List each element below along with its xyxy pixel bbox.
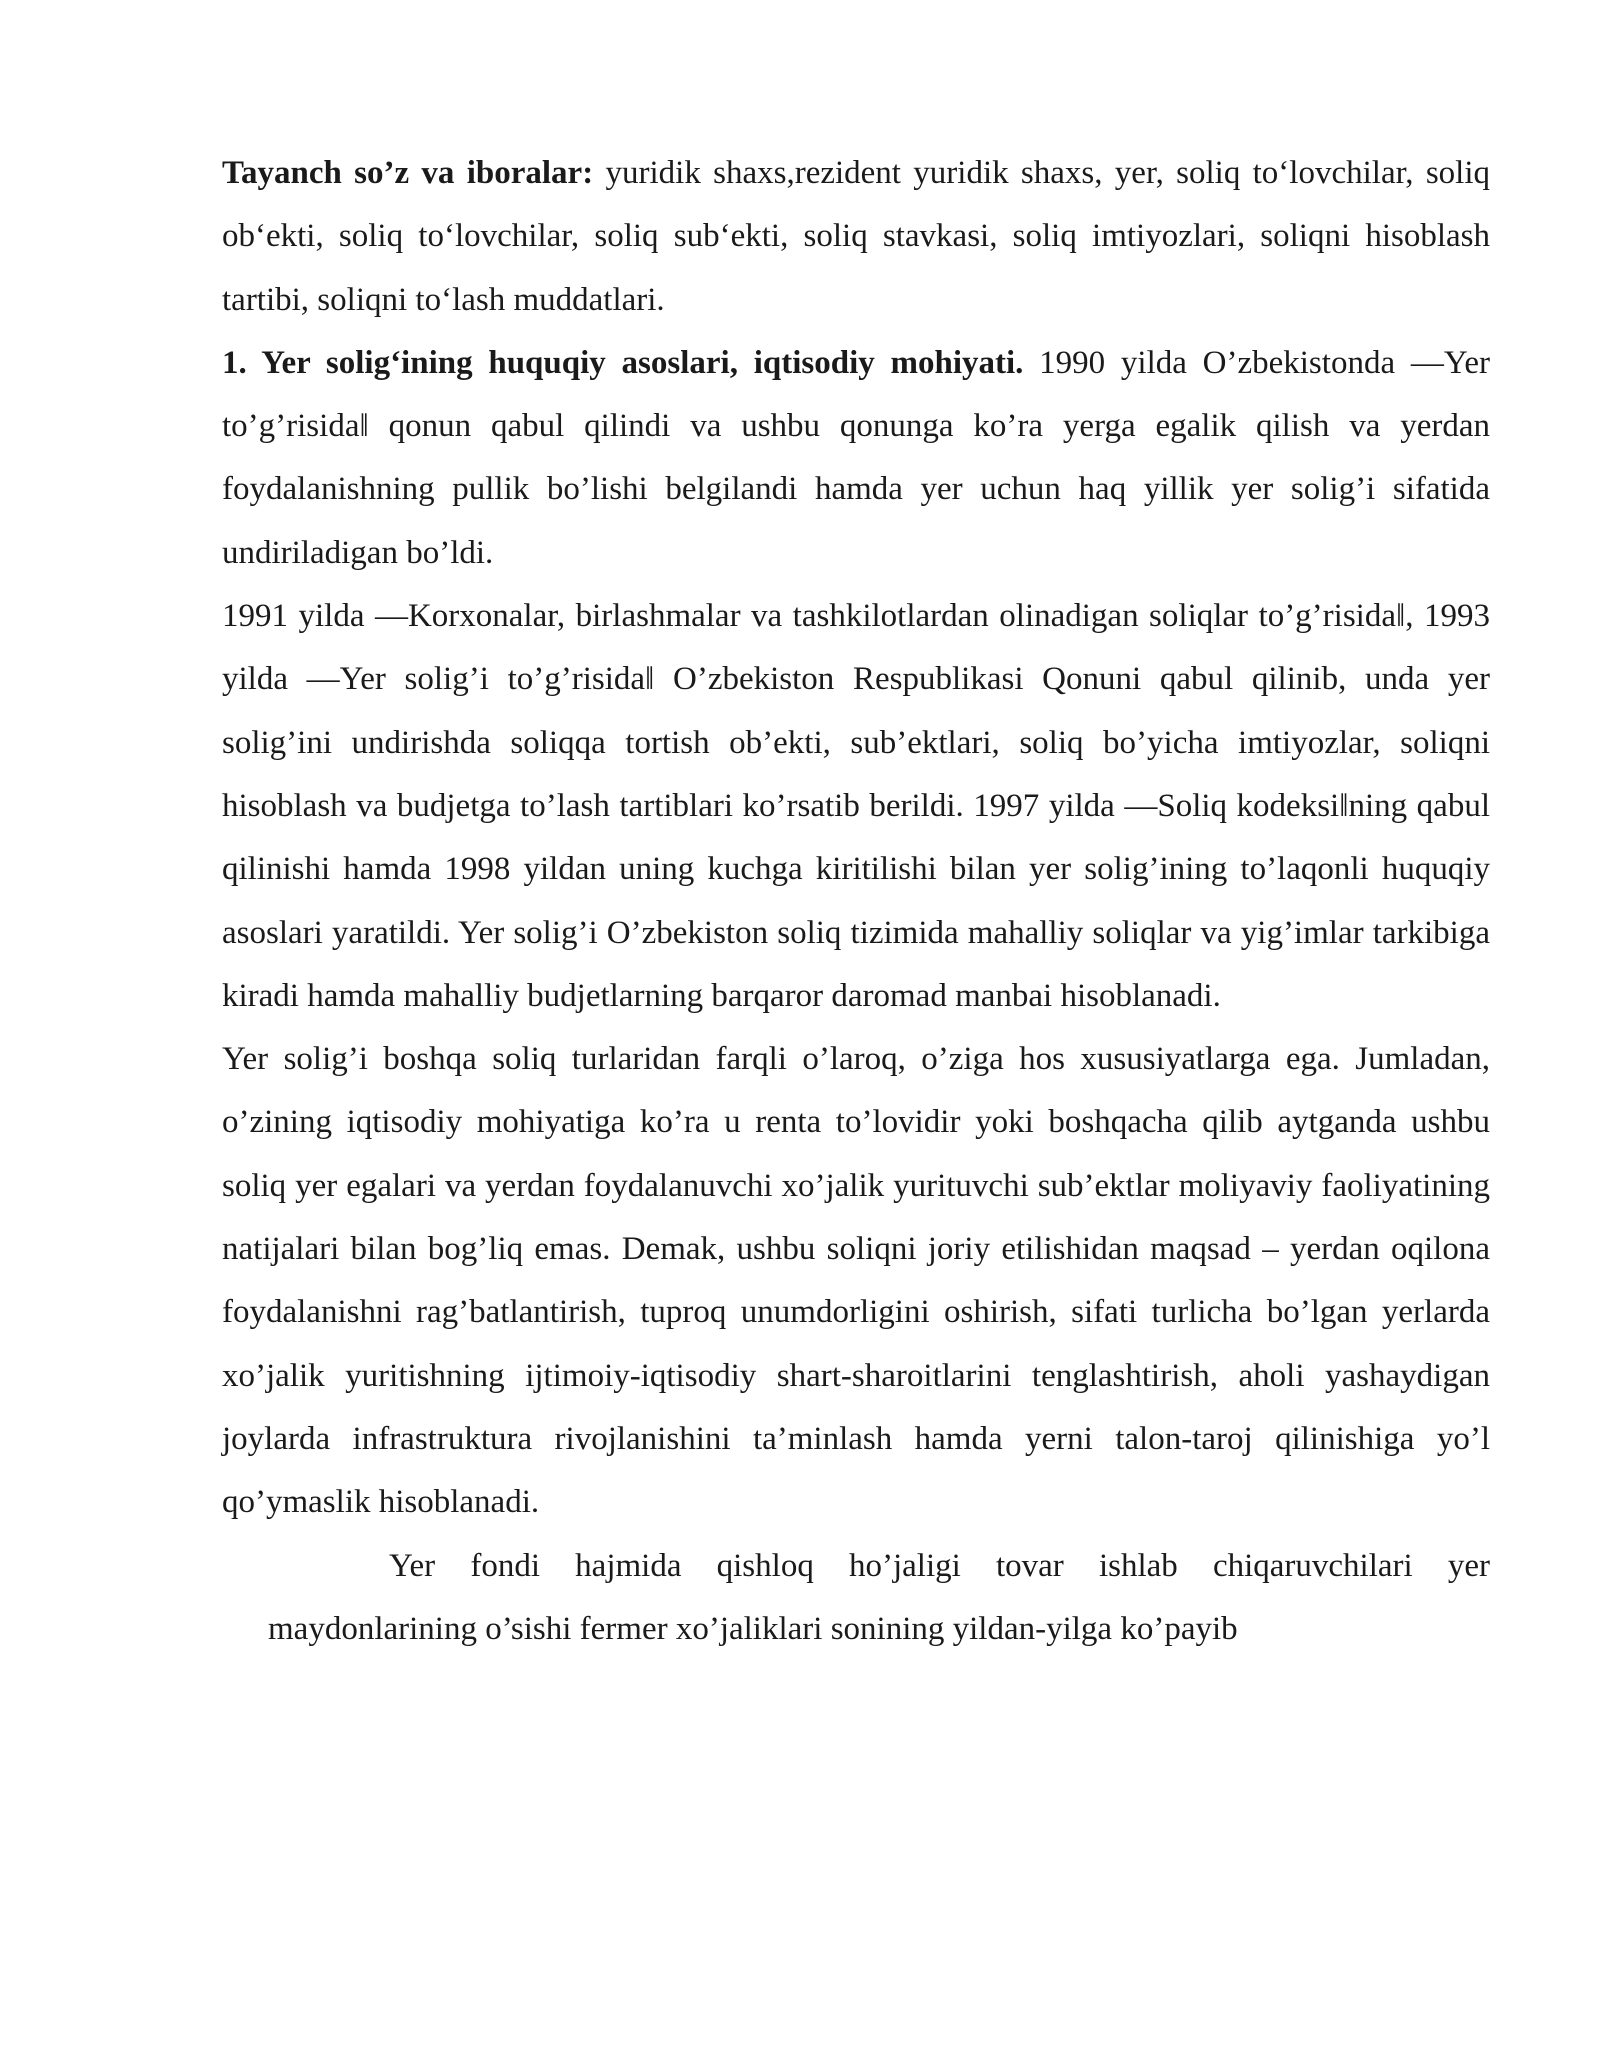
body-paragraph-features xyxy=(222,1028,1490,1534)
keywords-text: yuridik shaxs,rezident yuridik shaxs, yer, soliq to‘lovchilar, soliq ob‘ekti, soliq to‘lovchilar, soliq sub‘ekti, soliq stavkasi, soliq imtiyozlari, soliqni hisoblash tartibi, soliqni to‘lash muddatlari. xyxy=(222,155,1490,318)
document-page xyxy=(222,142,1490,1661)
body-paragraph-land-fund-text: Yer fondi hajmida qishloq ho’jaligi tovar ishlab chiqaruvchilari yer maydonlarining o’sishi fermer xo’jaliklari sonining yildan-yilga ko’payib xyxy=(268,1547,1490,1647)
keywords-heading: Tayanch so’z va iboralar: xyxy=(222,155,594,191)
section-1-paragraph xyxy=(222,332,1490,585)
keywords-paragraph xyxy=(222,142,1490,332)
section-1-text: 1990 yilda O’zbekistonda ―Yer to’g’risida‖ qonun qabul qilindi va ushbu qonunga ko’ra yerga egalik qilish va yerdan foydalanishning pullik bo’lishi belgilandi hamda yer uchun haq yillik yer solig’i sifatida undiriladigan bo’ldi. xyxy=(222,344,1491,571)
body-paragraph-features-text: Yer solig’i boshqa soliq turlaridan farqli o’laroq, o’ziga hos xususiyatlarga ega. Jumladan, o’zining iqtisodiy mohiyatiga ko’ra u renta to’lovidir yoki boshqacha qilib aytganda ushbu soliq yer egalari va yerdan foydalanuvchi xo’jalik yurituvchi sub’ektlar moliyaviy faoliyatining natijalari bilan bog’liq emas. Demak, ushbu soliqni joriy etilishidan maqsad – yerdan oqilona foydalanishni rag’batlantirish, tuproq unumdorligini oshirish, sifati turlicha bo’lgan yerlarda xo’jalik yuritishning ijtimoiy-iqtisodiy shart-sharoitlarini tenglashtirish, aholi yashaydigan joylarda infrastruktura rivojlanishini ta’minlash hamda yerni talon-taroj qilinishiga yo’l qo’ymaslik hisoblanadi. xyxy=(222,1041,1490,1521)
body-paragraph-1991 xyxy=(222,585,1490,1028)
body-paragraph-land-fund xyxy=(222,1535,1490,1662)
section-1-heading: 1. Yer solig‘ining huquqiy asoslari, iqtisodiy mohiyati. xyxy=(222,344,1024,381)
body-paragraph-1991-text: 1991 yilda ―Korxonalar, birlashmalar va tashkilotlardan olinadigan soliqlar to’g’risida‖, 1993 yilda ―Yer solig’i to’g’risida‖ O’zbekiston Respublikasi Qonuni qabul qilinib, unda yer solig’ini undirishda soliqqa tortish ob’ekti, sub’ektlari, soliq bo’yicha imtiyozlar, soliqni hisoblash va budjetga to’lash tartiblari ko’rsatib berildi. 1997 yilda ―Soliq kodeksi‖ning qabul qilinishi hamda 1998 yildan uning kuchga kiritilishi bilan yer solig’ining to’laqonli huquqiy asoslari yaratildi. Yer solig’i O’zbekiston soliq tizimida mahalliy soliqlar va yig’imlar tarkibiga kiradi hamda mahalliy budjetlarning barqaror daromad manbai hisoblanadi. xyxy=(222,598,1490,1014)
